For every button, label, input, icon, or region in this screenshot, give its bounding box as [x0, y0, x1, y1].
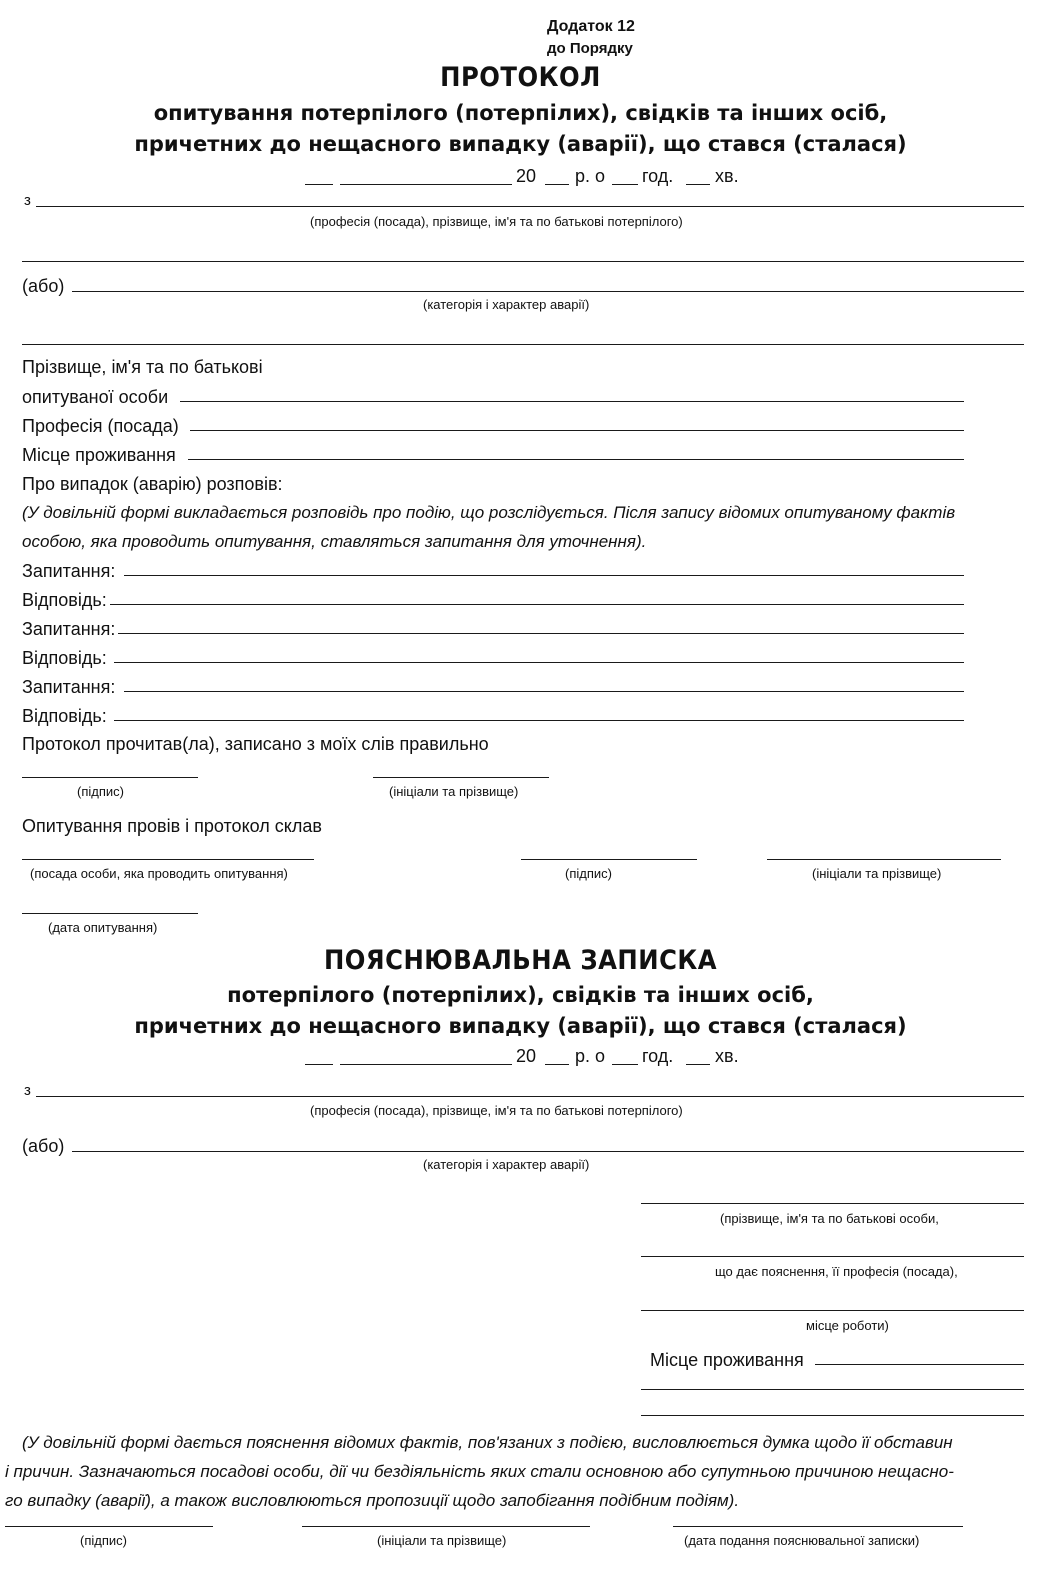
- date-year-field[interactable]: [545, 184, 569, 185]
- question-label-2: Запитання:: [22, 619, 116, 639]
- note-abo-label: (або): [22, 1136, 65, 1156]
- protocol-subtitle-1: опитування потерпілого (потерпілих), свідків та інших осіб,: [153, 101, 888, 125]
- note-person-caption-3: місце роботи): [806, 1318, 889, 1333]
- note-instruction-3: го випадку (аварії), а також висловлюються пропозиції щодо запобігання подібним подіям).: [5, 1491, 740, 1510]
- answer-label-3: Відповідь:: [22, 706, 107, 726]
- interviewee-signature-field[interactable]: [22, 777, 198, 778]
- note-signature-caption: (підпис): [80, 1533, 127, 1548]
- note-date-min-label: хв.: [715, 1046, 739, 1066]
- note-title: ПОЯСНЮВАЛЬНА ЗАПИСКА: [323, 945, 718, 976]
- residence-field[interactable]: [188, 459, 964, 460]
- note-person-field-2[interactable]: [641, 1256, 1024, 1257]
- note-signature-field[interactable]: [5, 1526, 213, 1527]
- note-residence-field-2[interactable]: [641, 1389, 1024, 1390]
- protocol-title: ПРОТОКОЛ: [440, 62, 601, 93]
- protocol-instruction-2: особою, яка проводить опитування, ставляться запитання для уточнення).: [22, 532, 647, 551]
- note-residence-field-3[interactable]: [641, 1415, 1024, 1416]
- protocol-instruction-1: (У довільній формі викладається розповідь про подію, що розслідується. Після запису відомих опитуваному фактів: [22, 503, 956, 522]
- answer-field-3[interactable]: [114, 720, 964, 721]
- question-field-2[interactable]: [118, 633, 964, 634]
- note-subtitle-1: потерпілого (потерпілих), свідків та інших осіб,: [227, 983, 814, 1007]
- note-person-caption-2: що дає пояснення, її професія (посада),: [715, 1264, 958, 1279]
- interviewer-position-caption: (посада особи, яка проводить опитування): [30, 866, 288, 881]
- residence-label: Місце проживання: [22, 445, 176, 465]
- note-accident-caption: (категорія і характер аварії): [423, 1157, 590, 1172]
- note-z-label: з: [24, 1082, 31, 1099]
- date-min-field[interactable]: [686, 184, 710, 185]
- answer-field-1[interactable]: [110, 604, 964, 605]
- note-initials-caption: (ініціали та прізвище): [377, 1533, 507, 1548]
- interviewee-initials-caption: (ініціали та прізвище): [389, 784, 519, 799]
- date-r-label: р. о: [575, 166, 606, 186]
- victim-field-2[interactable]: [22, 261, 1024, 262]
- interview-date-caption: (дата опитування): [48, 920, 158, 935]
- note-date-day-field[interactable]: [305, 1064, 333, 1065]
- story-label: Про випадок (аварію) розповів:: [22, 474, 283, 494]
- note-date-hour-label: год.: [642, 1046, 674, 1066]
- date-hour-label: год.: [642, 166, 674, 186]
- interviewer-initials-caption: (ініціали та прізвище): [812, 866, 942, 881]
- victim-field[interactable]: [36, 206, 1024, 207]
- answer-label-2: Відповідь:: [22, 648, 107, 668]
- interviewee-signature-caption: (підпис): [77, 784, 124, 799]
- interviewer-initials-field[interactable]: [767, 859, 1001, 860]
- name-label-2: опитуваної особи: [22, 387, 169, 407]
- note-residence-field[interactable]: [815, 1364, 1024, 1365]
- note-date-min-field[interactable]: [686, 1064, 710, 1065]
- date-day-field[interactable]: [305, 184, 333, 185]
- note-date-caption: (дата подання пояснювальної записки): [684, 1533, 920, 1548]
- interview-date-field[interactable]: [22, 913, 198, 914]
- note-date-field[interactable]: [673, 1526, 963, 1527]
- accident-caption: (категорія і характер аварії): [423, 297, 590, 312]
- profession-field[interactable]: [190, 430, 964, 431]
- question-field-1[interactable]: [124, 575, 964, 576]
- note-victim-field[interactable]: [36, 1096, 1024, 1097]
- note-date-month-field[interactable]: [340, 1064, 512, 1065]
- note-subtitle-2: причетних до нещасного випадку (аварії), що стався (сталася): [134, 1014, 907, 1038]
- date-min-label: хв.: [715, 166, 739, 186]
- date-hour-field[interactable]: [612, 184, 638, 185]
- profession-label: Професія (посада): [22, 416, 179, 436]
- question-field-3[interactable]: [124, 691, 964, 692]
- note-person-field-1[interactable]: [641, 1203, 1024, 1204]
- note-residence-label: Місце проживання: [650, 1350, 804, 1370]
- abo-label: (або): [22, 276, 65, 296]
- name-field[interactable]: [180, 401, 964, 402]
- question-label-1: Запитання:: [22, 561, 116, 581]
- interviewer-signature-caption: (підпис): [565, 866, 612, 881]
- note-instruction-1: (У довільній формі дається пояснення відомих фактів, пов'язаних з подією, висловлюється думка щодо її обставин: [22, 1433, 953, 1452]
- note-instruction-2: і причин. Зазначаються посадові особи, дії чи бездіяльність яких стали основною або супутньою причиною нещасно-: [5, 1462, 954, 1481]
- accident-field[interactable]: [72, 291, 1024, 292]
- appendix-reference: до Порядку: [547, 40, 633, 57]
- victim-caption: (професія (посада), прізвище, ім'я та по батькові потерпілого): [310, 214, 683, 229]
- interviewer-position-field[interactable]: [22, 859, 314, 860]
- z-label: з: [24, 192, 31, 209]
- date-year-prefix: 20: [516, 166, 537, 186]
- interviewer-signature-field[interactable]: [521, 859, 697, 860]
- protocol-subtitle-2: причетних до нещасного випадку (аварії), що стався (сталася): [134, 132, 907, 156]
- interviewee-initials-field[interactable]: [373, 777, 549, 778]
- note-victim-caption: (професія (посада), прізвище, ім'я та по батькові потерпілого): [310, 1103, 683, 1118]
- note-date-r-label: р. о: [575, 1046, 606, 1066]
- name-label-1: Прізвище, ім'я та по батькові: [22, 357, 263, 377]
- date-month-field[interactable]: [340, 184, 512, 185]
- note-date-year-field[interactable]: [545, 1064, 569, 1065]
- answer-label-1: Відповідь:: [22, 590, 107, 610]
- question-label-3: Запитання:: [22, 677, 116, 697]
- note-date-hour-field[interactable]: [612, 1064, 638, 1065]
- note-person-field-3[interactable]: [641, 1310, 1024, 1311]
- note-person-caption-1: (прізвище, ім'я та по батькові особи,: [720, 1211, 939, 1226]
- read-confirmation-label: Протокол прочитав(ла), записано з моїх слів правильно: [22, 734, 489, 754]
- answer-field-2[interactable]: [114, 662, 964, 663]
- accident-field-2[interactable]: [22, 344, 1024, 345]
- compiled-by-label: Опитування провів і протокол склав: [22, 816, 322, 836]
- note-initials-field[interactable]: [302, 1526, 590, 1527]
- appendix-number: Додаток 12: [547, 18, 635, 35]
- note-accident-field[interactable]: [72, 1151, 1024, 1152]
- note-date-year-prefix: 20: [516, 1046, 537, 1066]
